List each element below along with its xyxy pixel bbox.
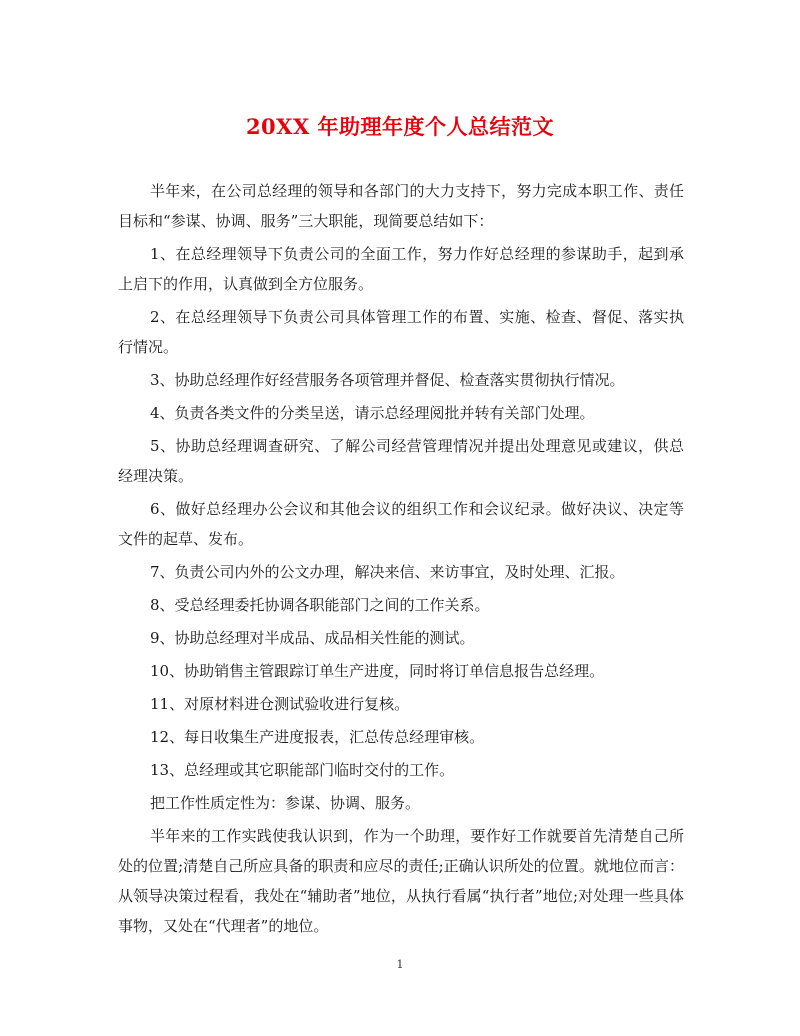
document-title: 20XX 年助理年度个人总结范文 bbox=[245, 114, 555, 139]
duty-item-11: 11、对原材料进仓测试验收进行复核。 bbox=[150, 695, 410, 713]
duty-item-12: 12、每日收集生产进度报表，汇总传总经理审核。 bbox=[150, 728, 485, 746]
reflection-paragraph: 半年来的工作实践使我认识到，作为一个助理，要作好工作就要首先清楚自己所处的位置;清楚自己所应具备的职责和应尽的责任;正确认识所处的位置。就地位而言：从领导决策过程看，我处在“辅助者”地位，从执行看属“执行者”地位;对处理一些具体事物，又处在“代理者”的地位。 bbox=[118, 827, 684, 935]
duty-item-13: 13、总经理或其它职能部门临时交付的工作。 bbox=[150, 761, 455, 779]
duty-item-4: 4、负责各类文件的分类呈送，请示总经理阅批并转有关部门处理。 bbox=[150, 404, 595, 422]
duty-item-10: 10、协助销售主管跟踪订单生产进度，同时将订单信息报告总经理。 bbox=[150, 662, 605, 680]
document-body bbox=[118, 176, 684, 944]
duty-item-8: 8、受总经理委托协调各职能部门之间的工作关系。 bbox=[150, 596, 490, 614]
duty-item-9: 9、协助总经理对半成品、成品相关性能的测试。 bbox=[150, 629, 475, 647]
duty-item-5: 5、协助总经理调查研究、了解公司经营管理情况并提出处理意见或建议，供总经理决策。 bbox=[118, 437, 684, 485]
duty-item-6: 6、做好总经理办公会议和其他会议的组织工作和会议纪录。做好决议、决定等文件的起草、发布。 bbox=[118, 500, 684, 548]
work-nature-paragraph: 把工作性质定性为：参谋、协调、服务。 bbox=[150, 794, 421, 812]
duty-item-7: 7、负责公司内外的公文办理，解决来信、来访事宜，及时处理、汇报。 bbox=[150, 563, 625, 581]
page-number: 1 bbox=[396, 958, 404, 971]
duty-item-2: 2、在总经理领导下负责公司具体管理工作的布置、实施、检查、督促、落实执行情况。 bbox=[118, 308, 684, 356]
duty-item-3: 3、协助总经理作好经营服务各项管理并督促、检查落实贯彻执行情况。 bbox=[150, 371, 625, 389]
duty-item-1: 1、在总经理领导下负责公司的全面工作，努力作好总经理的参谋助手，起到承上启下的作用，认真做到全方位服务。 bbox=[118, 245, 684, 293]
intro-paragraph: 半年来，在公司总经理的领导和各部门的大力支持下，努力完成本职工作、责任目标和“参谋、协调、服务”三大职能，现简要总结如下： bbox=[118, 182, 684, 230]
